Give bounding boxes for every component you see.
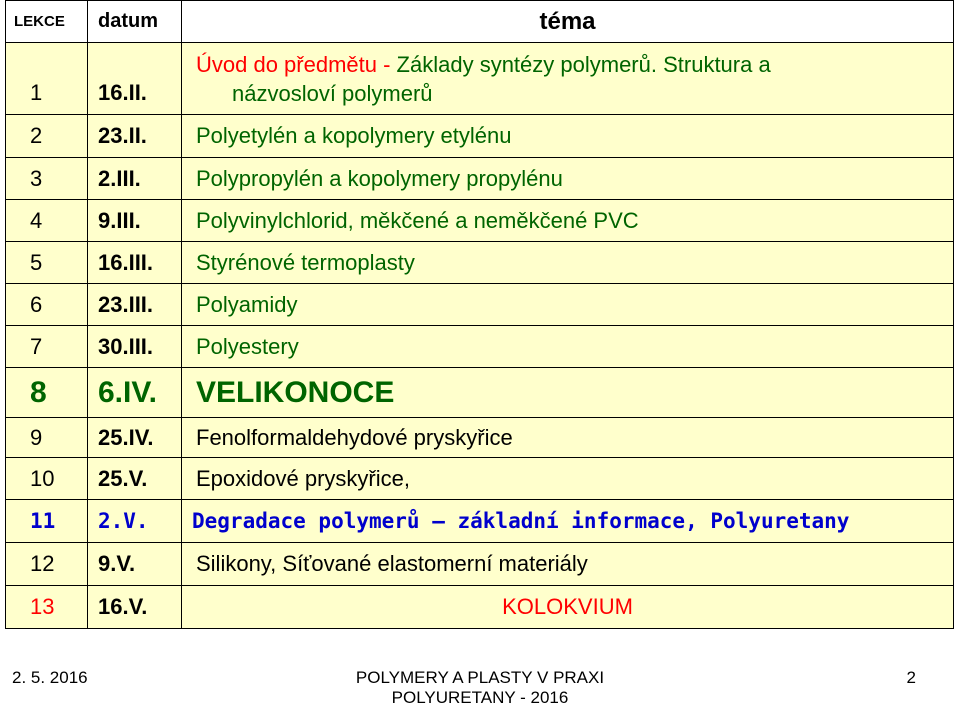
lesson-number: 13 xyxy=(6,586,88,629)
footer-title-line1: POLYMERY A PLASTY V PRAXI xyxy=(355,668,605,687)
lesson-date: 16.V. xyxy=(88,586,182,629)
header-datum: datum xyxy=(88,1,182,43)
lesson-topic: VELIKONOCE xyxy=(182,368,954,418)
table-row xyxy=(6,458,954,500)
lesson-number: 8 xyxy=(6,368,88,418)
lesson-date: 6.IV. xyxy=(88,368,182,418)
lesson-date: 23.II. xyxy=(88,115,182,158)
lesson-number: 2 xyxy=(6,115,88,158)
lesson-topic: Styrénové termoplasty xyxy=(182,242,954,284)
table-row xyxy=(6,284,954,326)
lesson-number: 9 xyxy=(6,418,88,458)
header-lekce: LEKCE xyxy=(6,1,88,43)
schedule-table xyxy=(5,0,954,629)
table-row xyxy=(6,326,954,368)
lesson-number: 4 xyxy=(6,200,88,242)
table-row xyxy=(6,115,954,158)
lesson-topic xyxy=(182,43,954,115)
lesson-number: 3 xyxy=(6,158,88,200)
footer-title-line2: POLYURETANY - 2016 xyxy=(391,688,569,707)
topic-intro: Úvod do předmětu - xyxy=(196,51,397,77)
lesson-date: 9.V. xyxy=(88,543,182,586)
lesson-date: 16.II. xyxy=(88,43,182,115)
lesson-number: 5 xyxy=(6,242,88,284)
lesson-number: 10 xyxy=(6,458,88,500)
lesson-topic: Degradace polymerů – základní informace, Polyuretany xyxy=(182,500,954,543)
topic-main: Základy syntézy polymerů. Struktura a xyxy=(396,51,771,77)
lesson-number: 12 xyxy=(6,543,88,586)
lesson-date: 25.V. xyxy=(88,458,182,500)
lesson-number: 1 xyxy=(6,43,88,115)
lesson-date: 9.III. xyxy=(88,200,182,242)
lesson-topic: Polyestery xyxy=(182,326,954,368)
lesson-topic: Polyamidy xyxy=(182,284,954,326)
lesson-topic: Polypropylén a kopolymery propylénu xyxy=(182,158,954,200)
table-row xyxy=(6,368,954,418)
lesson-number: 11 xyxy=(6,500,88,543)
topic-main-cont: názvosloví polymerů xyxy=(232,80,433,106)
table-row xyxy=(6,200,954,242)
lesson-date: 25.IV. xyxy=(88,418,182,458)
lesson-topic: KOLOKVIUM xyxy=(182,586,954,629)
lesson-date: 2.V. xyxy=(88,500,182,543)
table-row xyxy=(6,158,954,200)
table-row xyxy=(6,418,954,458)
lesson-number: 7 xyxy=(6,326,88,368)
footer-date: 2. 5. 2016 xyxy=(12,668,88,687)
table-row xyxy=(6,500,954,543)
footer-title xyxy=(0,668,960,708)
lesson-number: 6 xyxy=(6,284,88,326)
table-row xyxy=(6,543,954,586)
lesson-topic: Polyvinylchlorid, měkčené a neměkčené PVC xyxy=(182,200,954,242)
lesson-date: 2.III. xyxy=(88,158,182,200)
lesson-topic: Fenolformaldehydové pryskyřice xyxy=(182,418,954,458)
lesson-topic: Polyetylén a kopolymery etylénu xyxy=(182,115,954,158)
footer-page-number: 2 xyxy=(906,668,916,687)
lesson-date: 16.III. xyxy=(88,242,182,284)
table-row xyxy=(6,242,954,284)
lesson-topic: Silikony, Síťované elastomerní materiály xyxy=(182,543,954,586)
header-tema: téma xyxy=(182,1,954,43)
lesson-date: 30.III. xyxy=(88,326,182,368)
lesson-topic: Epoxidové pryskyřice, xyxy=(182,458,954,500)
table-row xyxy=(6,43,954,115)
lesson-date: 23.III. xyxy=(88,284,182,326)
table-header-row xyxy=(6,1,954,43)
table-row xyxy=(6,586,954,629)
